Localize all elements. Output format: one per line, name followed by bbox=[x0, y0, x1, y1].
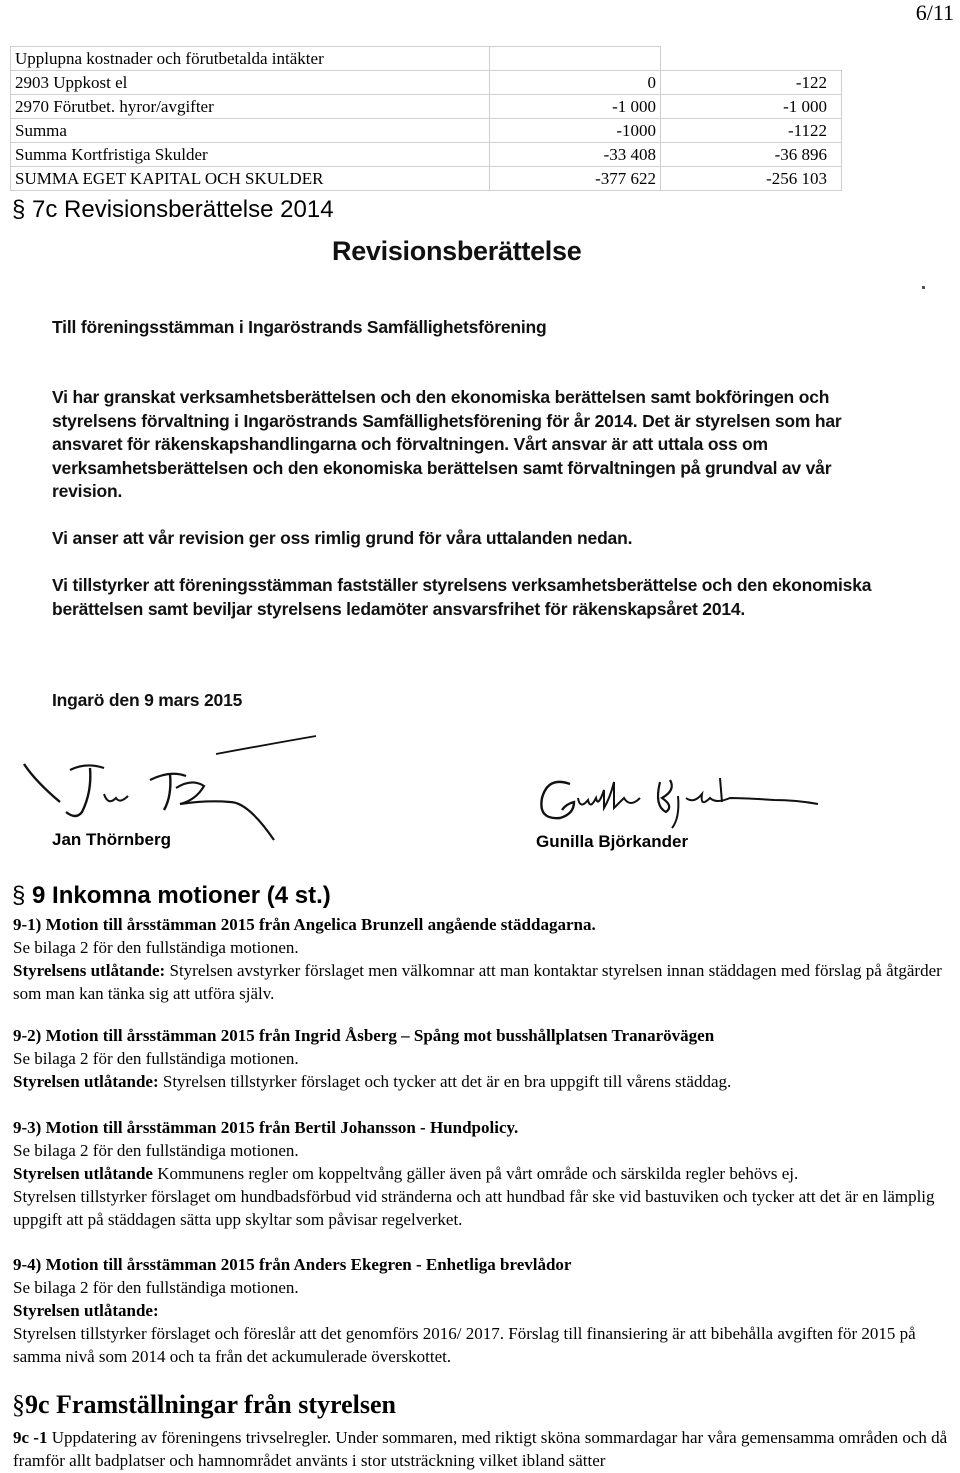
motion-board-statement bbox=[13, 1070, 953, 1093]
motion-attachment-ref: Se bilaga 2 för den fullständiga motionen. bbox=[13, 1141, 299, 1160]
row-previous: -122 bbox=[661, 71, 842, 95]
audit-paragraph-2: Vi anser att vår revision ger oss rimlig grund för våra uttalanden nedan. bbox=[52, 528, 633, 548]
motion-9-1 bbox=[13, 913, 953, 1005]
statement-text: Kommunens regler om koppeltvång gäller även på vårt område och särskilda regler behövs ej. bbox=[152, 1164, 799, 1183]
page-number: 6/11 bbox=[915, 0, 954, 25]
finance-table bbox=[10, 46, 842, 191]
statement-label: Styrelsen utlåtande bbox=[13, 1164, 153, 1183]
item-text: Uppdatering av föreningens trivselregler. Under sommaren, med riktigt sköna sommardagar har våra gemensamma områden och då framför allt badplatser och hamnområdet använts i stor utsträckning vilket ibland sätter bbox=[13, 1428, 948, 1470]
section-9c-heading bbox=[12, 1390, 396, 1420]
motion-title: 9-3) Motion till årsstämman 2015 från Bertil Johansson - Hundpolicy. bbox=[13, 1118, 519, 1137]
motion-board-statement bbox=[13, 1162, 953, 1185]
table-heading: Upplupna kostnader och förutbetalda intäkter bbox=[11, 47, 490, 71]
table-row bbox=[11, 71, 842, 95]
section-9c-item-1 bbox=[13, 1426, 953, 1472]
section-7c-heading bbox=[12, 196, 334, 224]
paragraph-symbol: § bbox=[12, 1390, 25, 1419]
row-previous: -1122 bbox=[661, 119, 842, 143]
row-previous: -36 896 bbox=[661, 143, 842, 167]
motion-9-2 bbox=[13, 1024, 953, 1093]
section-9c-title: 9c Framställningar från styrelsen bbox=[25, 1390, 396, 1419]
row-previous: -1 000 bbox=[661, 95, 842, 119]
statement-extra: Styrelsen tillstyrker förslaget och föreslår att det genomförs 2016/ 2017. Förslag till finansiering är att bibehålla avgiften för 2015 på samma nivå som 2014 och ta från det ackumulerade överskottet. bbox=[13, 1324, 916, 1366]
motion-board-statement bbox=[13, 959, 953, 1005]
row-current: -377 622 bbox=[490, 167, 661, 191]
table-row bbox=[11, 119, 842, 143]
row-label: Summa Kortfristiga Skulder bbox=[11, 143, 490, 167]
row-previous: -256 103 bbox=[661, 167, 842, 191]
row-current: 0 bbox=[490, 71, 661, 95]
row-label: SUMMA EGET KAPITAL OCH SKULDER bbox=[11, 167, 490, 191]
signer-1-name: Jan Thörnberg bbox=[52, 830, 172, 849]
row-label: Summa bbox=[11, 119, 490, 143]
statement-label: Styrelsen utlåtande: bbox=[13, 1301, 159, 1320]
row-current: -1 000 bbox=[490, 95, 661, 119]
paragraph-symbol: § bbox=[12, 882, 26, 909]
row-label: 2903 Uppkost el bbox=[11, 71, 490, 95]
table-row bbox=[11, 95, 842, 119]
row-current: -1000 bbox=[490, 119, 661, 143]
motion-attachment-ref: Se bilaga 2 för den fullständiga motionen. bbox=[13, 1278, 299, 1297]
audit-report-title: Revisionsberättelse bbox=[332, 236, 582, 266]
section-9-title: 9 Inkomna motioner (4 st.) bbox=[32, 882, 331, 909]
statement-text: Styrelsen tillstyrker förslaget och tycker att det är en bra uppgift till vårens städdag. bbox=[158, 1072, 732, 1091]
row-current: -33 408 bbox=[490, 143, 661, 167]
audit-addressee: Till föreningsstämman i Ingaröstrands Samfällighetsförening bbox=[52, 317, 547, 337]
section-9-heading bbox=[12, 882, 331, 910]
motion-9-4 bbox=[13, 1253, 953, 1368]
motion-title: 9-1) Motion till årsstämman 2015 från Angelica Brunzell angående städdagarna. bbox=[13, 915, 596, 934]
motion-title: 9-4) Motion till årsstämman 2015 från Anders Ekegren - Enhetliga brevlådor bbox=[13, 1255, 572, 1274]
motion-title: 9-2) Motion till årsstämman 2015 från Ingrid Åsberg – Spång mot busshållplatsen Tranarövägen bbox=[13, 1026, 715, 1045]
scan-speck bbox=[922, 286, 925, 289]
paragraph-symbol: § bbox=[12, 196, 26, 223]
row-label: 2970 Förutbet. hyror/avgifter bbox=[11, 95, 490, 119]
audit-paragraph-1: Vi har granskat verksamhetsberättelsen och den ekonomiska berättelsen samt bokföringen och styrelsens förvaltning i Ingaröstrands Samfällighetsförening för år 2014. Det är styrelsen som har ansvaret för räkenskapshandlingarna och förvaltningen. Vårt ansvar är att uttala oss om verksamhetsberättelsen och den ekonomiska berättelsen samt förvaltningen på grundval av vår revision. bbox=[52, 387, 842, 501]
table-row bbox=[11, 143, 842, 167]
statement-text: Styrelsen avstyrker förslaget men välkomnar att man kontaktar styrelsen innan städdagen med förslag på åtgärder som man kan tänka sig att utföra själv. bbox=[13, 961, 942, 1003]
statement-extra: Styrelsen tillstyrker förslaget om hundbadsförbud vid stränderna och att hundbad får ske vid bastuviken och tycker att det är en lämplig uppgift att på städdagen sätta upp skyltar som påvisar regelverket. bbox=[13, 1187, 935, 1229]
signature-gunilla-bjorkander bbox=[534, 768, 834, 840]
motion-9-3 bbox=[13, 1116, 953, 1231]
audit-paragraph-3: Vi tillstyrker att föreningsstämman fastställer styrelsens verksamhetsberättelse och den ekonomiska berättelsen samt beviljar styrelsens ledamöter ansvarsfrihet för räkenskapsåret 2014. bbox=[52, 575, 872, 619]
statement-label: Styrelsens utlåtande: bbox=[13, 961, 166, 980]
audit-place-date: Ingarö den 9 mars 2015 bbox=[52, 690, 243, 710]
motion-attachment-ref: Se bilaga 2 för den fullständiga motionen. bbox=[13, 938, 299, 957]
table-row bbox=[11, 47, 842, 71]
section-7c-title: 7c Revisionsberättelse 2014 bbox=[32, 196, 334, 223]
signer-2-name: Gunilla Björkander bbox=[536, 832, 689, 851]
table-row bbox=[11, 167, 842, 191]
motion-attachment-ref: Se bilaga 2 för den fullständiga motionen. bbox=[13, 1049, 299, 1068]
item-label: 9c -1 bbox=[13, 1428, 48, 1447]
statement-label: Styrelsen utlåtande: bbox=[13, 1072, 159, 1091]
